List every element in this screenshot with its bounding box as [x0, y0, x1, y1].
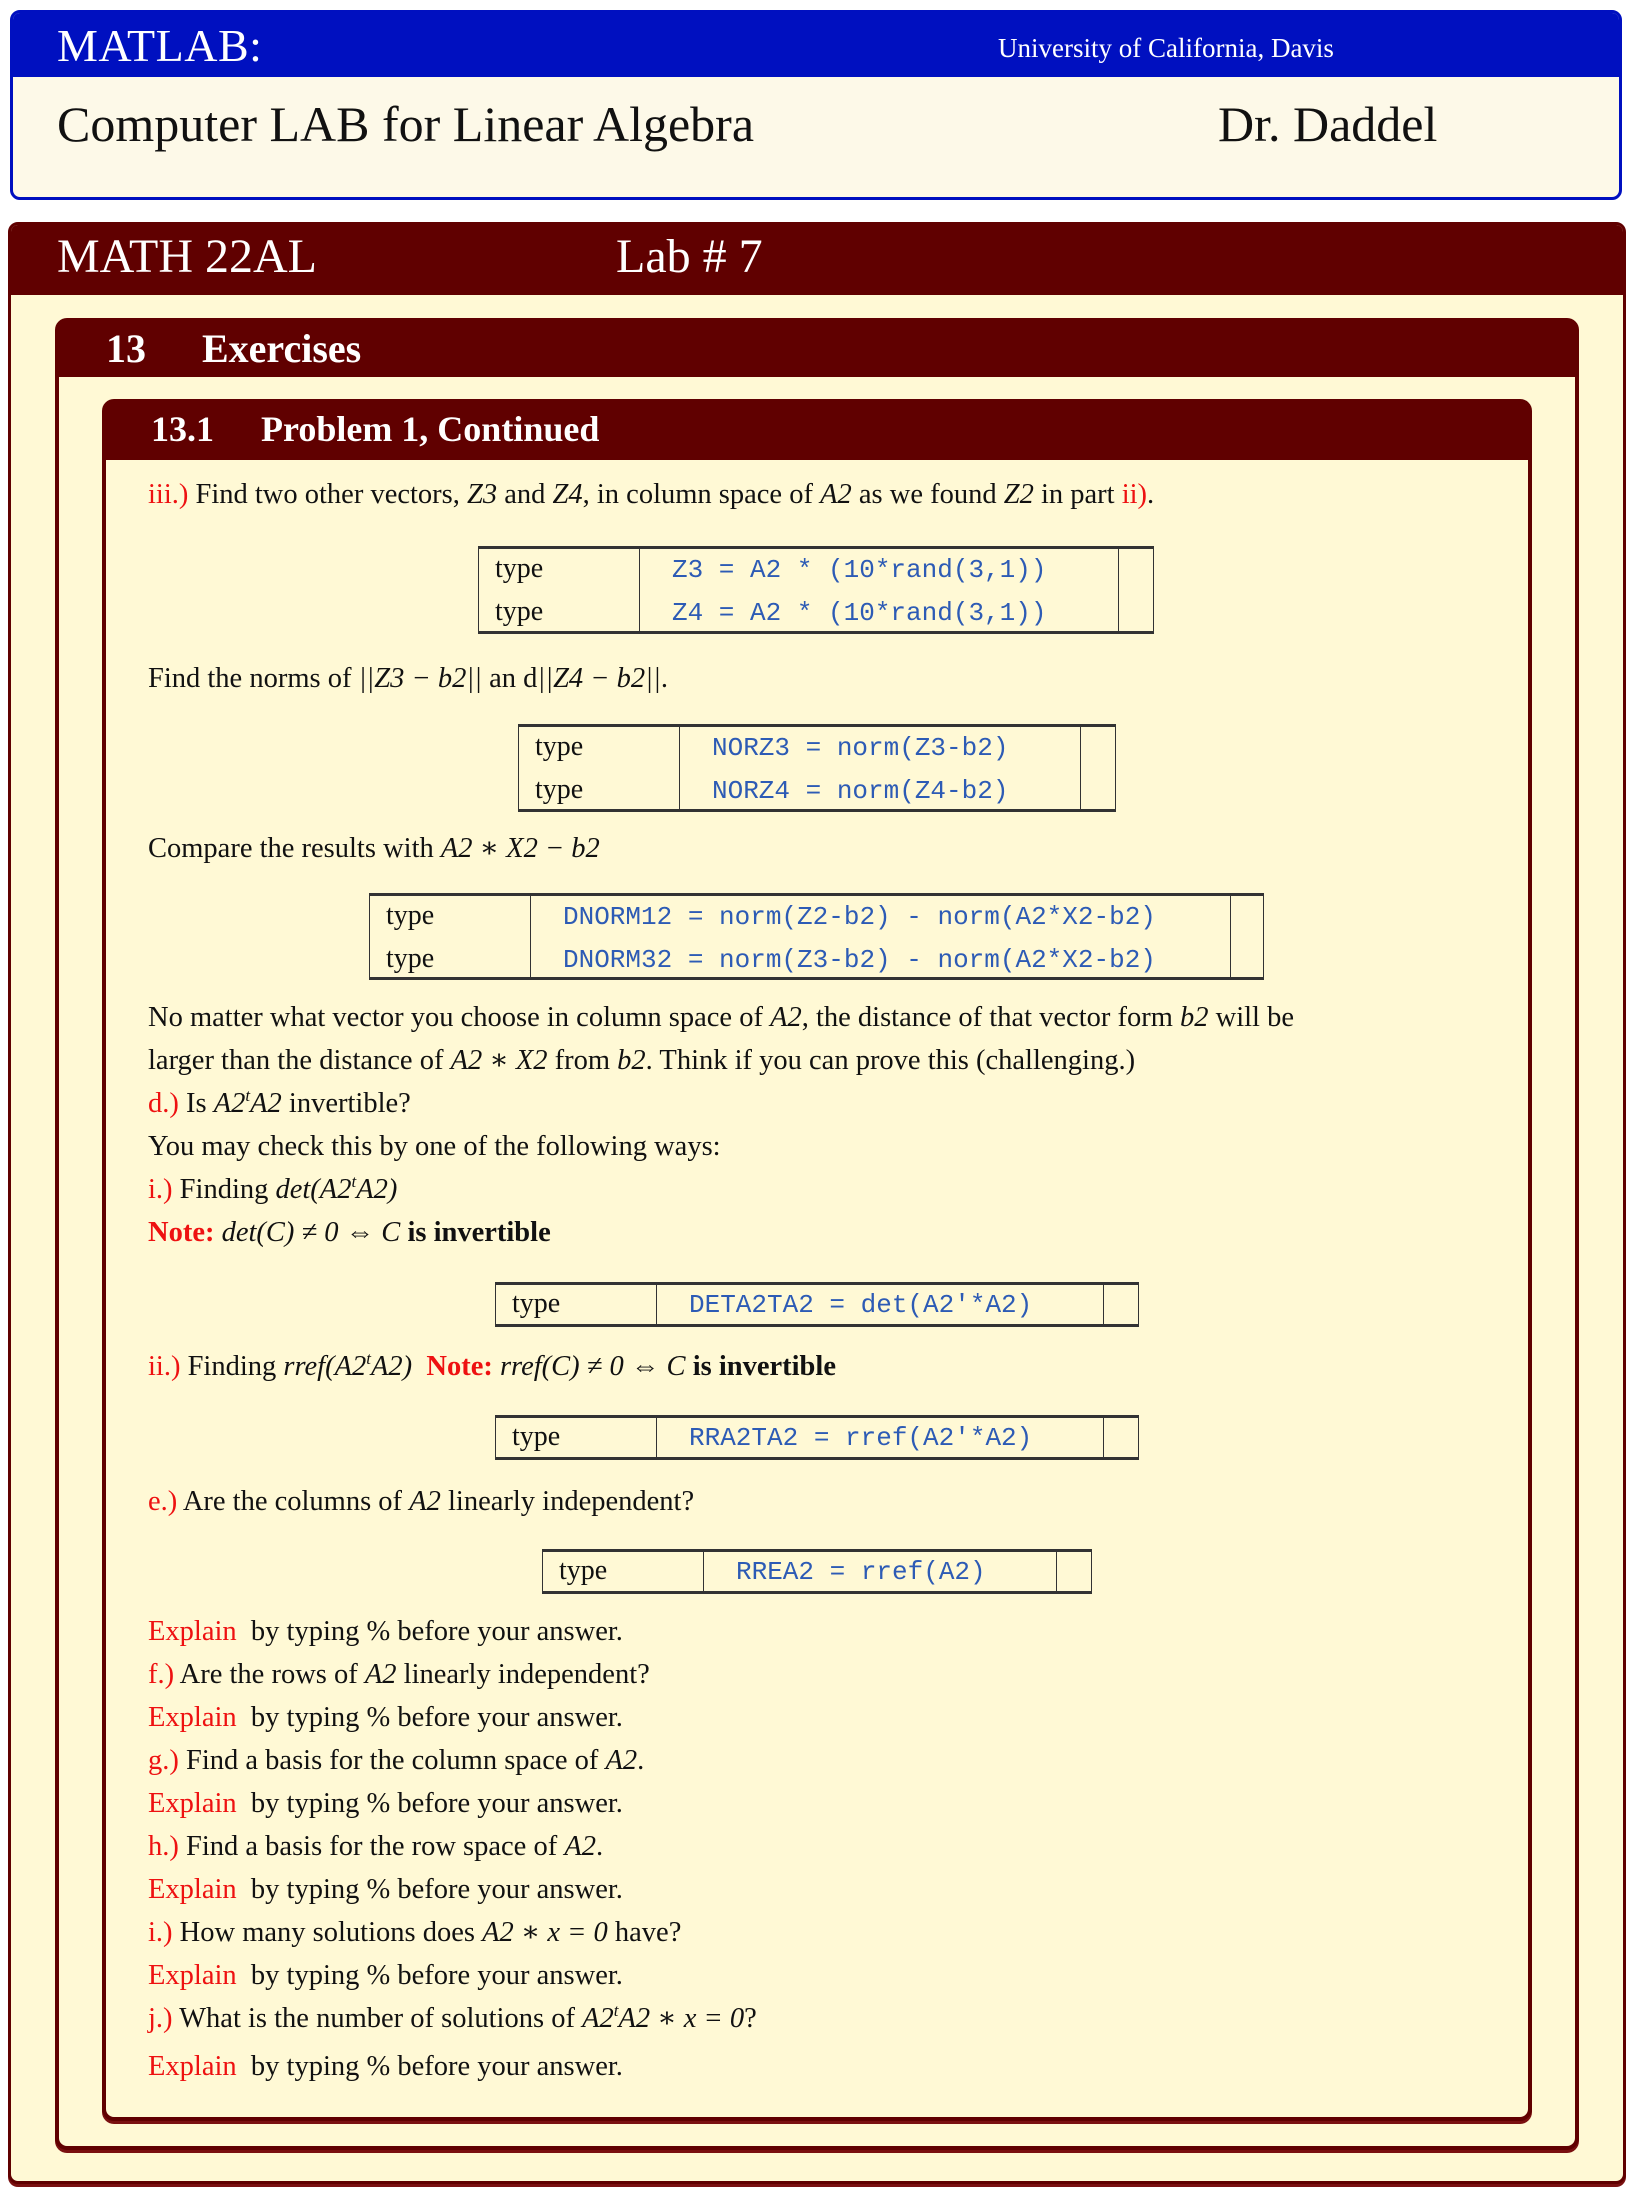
- math: A2: [564, 1831, 596, 1862]
- text: .: [637, 1745, 645, 1776]
- text: linearly independent?: [440, 1486, 695, 1517]
- text: What is the number of solutions of: [172, 2003, 583, 2034]
- math: rref(A2: [283, 1351, 367, 1382]
- question-d: [148, 1087, 411, 1121]
- text: larger than the distance of: [148, 1045, 451, 1076]
- text: from: [547, 1045, 618, 1076]
- question-g: [148, 1744, 644, 1778]
- explain-line: [148, 2050, 623, 2084]
- text: .: [660, 663, 668, 694]
- code-row: [496, 1284, 1138, 1327]
- code-text: DNORM32 = norm(Z3-b2) - norm(A2*X2-b2): [563, 945, 1156, 975]
- explain-label: Explain: [148, 1702, 237, 1733]
- code-table: [518, 724, 1116, 812]
- question-label: i.): [148, 1174, 173, 1205]
- explain-label: Explain: [148, 1616, 237, 1647]
- course-title: Computer LAB for Linear Algebra: [57, 96, 755, 152]
- math-superscript: t: [613, 2001, 619, 2020]
- math: b2: [1180, 1002, 1209, 1033]
- math: Z2: [1003, 479, 1034, 510]
- app-title: MATLAB:: [57, 20, 263, 71]
- explain-line: [148, 1615, 623, 1649]
- code-row: [519, 727, 1115, 770]
- type-label: type: [559, 1555, 608, 1586]
- explain-line: [148, 1873, 623, 1907]
- code-table: [495, 1282, 1139, 1327]
- code-row: [370, 939, 1263, 982]
- question-label: j.): [148, 2003, 173, 2034]
- text: and: [497, 479, 553, 510]
- norms-instruction: [148, 662, 668, 696]
- lab-number: Lab # 7: [616, 230, 763, 283]
- text: will be: [1208, 1002, 1295, 1033]
- math: A2): [370, 1351, 413, 1382]
- type-label: type: [495, 553, 544, 584]
- question-i-solutions: [148, 1916, 681, 1950]
- text: by typing % before your answer.: [236, 1960, 623, 1991]
- text: , in column space of: [582, 479, 821, 510]
- code-table: [369, 893, 1264, 980]
- paragraph-line-1: [148, 1001, 1294, 1035]
- math: rref(C) ≠ 0 ⇔ C: [492, 1351, 686, 1382]
- question-label: i.): [148, 1917, 173, 1948]
- math: A2: [770, 1002, 802, 1033]
- math: A2 ∗ X2 − b2: [440, 833, 600, 864]
- text: by typing % before your answer.: [236, 1702, 623, 1733]
- part-reference-link[interactable]: ii): [1121, 479, 1148, 510]
- paragraph-line-2: [148, 1044, 1135, 1078]
- math: A2: [820, 479, 852, 510]
- text: .: [596, 1831, 604, 1862]
- explain-label: Explain: [148, 1960, 237, 1991]
- type-label: type: [535, 774, 584, 805]
- code-text: NORZ3 = norm(Z3-b2): [712, 733, 1009, 763]
- text: , the distance of that vector form: [801, 1002, 1181, 1033]
- text: .: [1147, 479, 1155, 510]
- question-label: e.): [148, 1486, 178, 1517]
- author-name: Dr. Daddel: [1218, 96, 1438, 152]
- code-text: Z4 = A2 * (10*rand(3,1)): [672, 598, 1047, 628]
- code-row: [370, 896, 1263, 939]
- text: Find two other vectors,: [188, 479, 468, 510]
- code-row: [479, 549, 1153, 592]
- math-superscript: t: [245, 1086, 251, 1105]
- type-label: type: [386, 943, 435, 974]
- text: Are the rows of: [174, 1659, 365, 1690]
- code-table: [478, 546, 1154, 634]
- math: A2: [409, 1486, 441, 1517]
- text: No matter what vector you choose in column space of: [148, 1002, 771, 1033]
- explain-line: [148, 1787, 623, 1821]
- method-i: [148, 1173, 397, 1207]
- math: A2: [213, 1088, 246, 1119]
- code-row: [496, 1417, 1138, 1460]
- university-name: University of California, Davis: [998, 33, 1334, 63]
- lab-course: MATH 22AL: [57, 230, 317, 283]
- text: Are the columns of: [177, 1486, 410, 1517]
- code-row: [519, 770, 1115, 813]
- text: by typing % before your answer.: [236, 1616, 623, 1647]
- math: Z4: [552, 479, 583, 510]
- title-box: [10, 10, 1622, 200]
- ways-text: You may check this by one of the following ways:: [148, 1131, 721, 1162]
- type-label: type: [495, 596, 544, 627]
- question-label: f.): [148, 1659, 175, 1690]
- note-label: Note:: [148, 1217, 215, 1248]
- code-table: [495, 1415, 1139, 1460]
- text: Finding: [172, 1174, 276, 1205]
- explain-label: Explain: [148, 1788, 237, 1819]
- explain-line: [148, 1959, 623, 1993]
- text: is invertible: [685, 1351, 836, 1382]
- code-text: NORZ4 = norm(Z4-b2): [712, 776, 1009, 806]
- question-label: ii.): [148, 1351, 181, 1382]
- text: Find a basis for the row space of: [178, 1831, 565, 1862]
- math-superscript: t: [351, 1172, 357, 1191]
- type-label: type: [386, 900, 435, 931]
- code-text: Z3 = A2 * (10*rand(3,1)): [672, 555, 1047, 585]
- math: ||Z3 − b2||: [358, 663, 482, 694]
- question-label: g.): [148, 1745, 179, 1776]
- text: Finding: [180, 1351, 284, 1382]
- text: Is: [178, 1088, 214, 1119]
- type-label: type: [512, 1421, 561, 1452]
- math: A2): [356, 1174, 398, 1205]
- text: by typing % before your answer.: [236, 2051, 623, 2082]
- text: as we found: [851, 479, 1004, 510]
- section-number: 13: [106, 326, 146, 371]
- question-label: d.): [148, 1088, 179, 1119]
- math: ||Z4 − b2||: [537, 663, 661, 694]
- math: b2: [617, 1045, 646, 1076]
- code-text: RRA2TA2 = rref(A2'*A2): [689, 1423, 1033, 1453]
- text: How many solutions does: [172, 1917, 483, 1948]
- text: linearly independent?: [396, 1659, 650, 1690]
- text: . Think if you can prove this (challenging.): [645, 1045, 1136, 1076]
- question-j: [148, 2002, 757, 2036]
- code-text: DNORM12 = norm(Z2-b2) - norm(A2*X2-b2): [563, 902, 1156, 932]
- text: have?: [607, 1917, 682, 1948]
- question-f: [148, 1658, 650, 1692]
- subsection-number: 13.1: [151, 409, 214, 449]
- math: A2: [250, 1088, 282, 1119]
- math: A2: [582, 2003, 614, 2034]
- text: by typing % before your answer.: [236, 1788, 623, 1819]
- question-label: h.): [148, 1831, 179, 1862]
- math: A2 ∗ x = 0: [482, 1917, 608, 1948]
- subsection-title: Problem 1, Continued: [261, 409, 600, 449]
- text: is invertible: [400, 1217, 551, 1248]
- text: Find a basis for the column space of: [178, 1745, 606, 1776]
- code-table: [542, 1549, 1092, 1594]
- explain-line: [148, 1701, 623, 1735]
- math: A2: [364, 1659, 397, 1690]
- code-text: DETA2TA2 = det(A2'*A2): [689, 1290, 1033, 1320]
- note-label: Note:: [426, 1351, 493, 1382]
- math: Z3: [467, 479, 498, 510]
- type-label: type: [512, 1288, 561, 1319]
- math-superscript: t: [366, 1349, 371, 1368]
- question-e: [148, 1485, 694, 1519]
- code-text: RREA2 = rref(A2): [736, 1557, 986, 1587]
- section-title: Exercises: [202, 326, 362, 371]
- math: det(C) ≠ 0 ⇔ C: [214, 1217, 401, 1248]
- explain-label: Explain: [148, 2051, 237, 2082]
- question-label: iii.): [148, 479, 189, 510]
- question-h: [148, 1830, 603, 1864]
- text: in part: [1033, 479, 1122, 510]
- math: det(A2: [275, 1174, 352, 1205]
- text: invertible?: [281, 1088, 411, 1119]
- note-det: [148, 1216, 551, 1250]
- text: Find the norms of: [148, 663, 359, 694]
- math: A2 ∗ x = 0: [618, 2003, 745, 2034]
- explain-label: Explain: [148, 1874, 237, 1905]
- math: A2: [605, 1745, 638, 1776]
- text: an d: [482, 663, 538, 694]
- question-iii: [148, 478, 1154, 512]
- method-ii: [148, 1350, 836, 1384]
- compare-instruction: [148, 832, 600, 866]
- text: by typing % before your answer.: [236, 1874, 623, 1905]
- text: Compare the results with: [148, 833, 441, 864]
- math: A2 ∗ X2: [450, 1045, 548, 1076]
- type-label: type: [535, 731, 584, 762]
- code-row: [479, 592, 1153, 635]
- code-row: [543, 1551, 1091, 1594]
- text: ?: [744, 2003, 757, 2034]
